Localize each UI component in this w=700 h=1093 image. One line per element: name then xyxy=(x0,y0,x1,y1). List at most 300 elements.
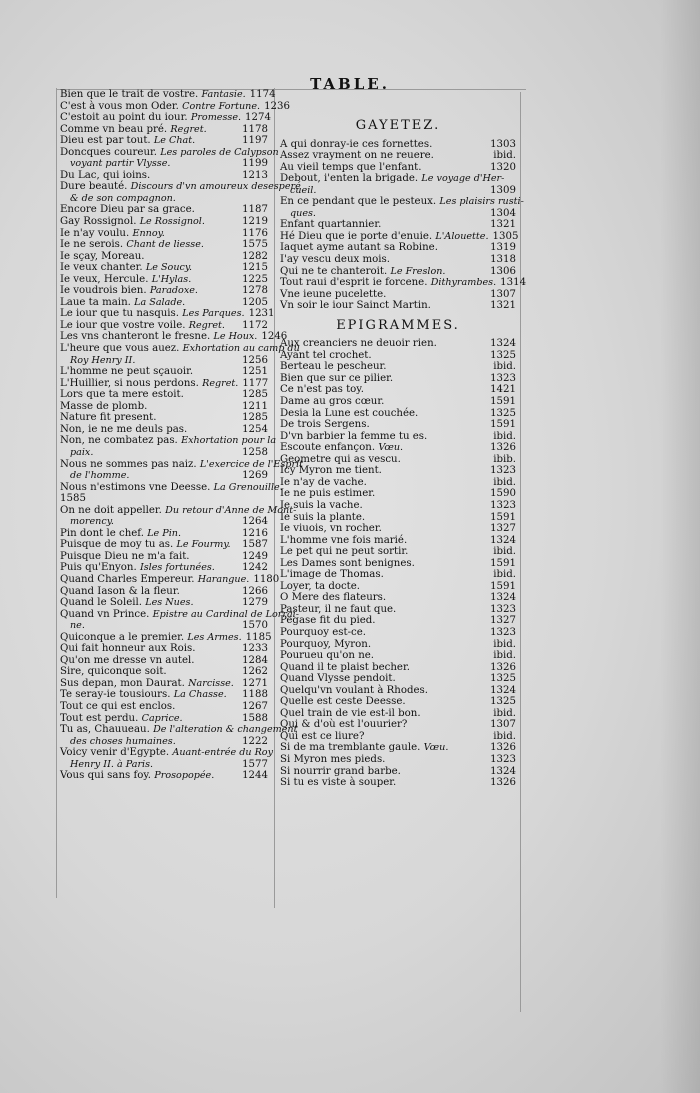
index-entry xyxy=(280,569,516,581)
index-entry xyxy=(280,581,516,593)
index-entry xyxy=(280,300,516,312)
entry-work-title: De l'alteration & changement xyxy=(153,724,298,736)
entry-work-title: Fantasie. xyxy=(201,89,246,100)
entry-work-title: Regret. xyxy=(170,123,207,135)
entry-incipit: Hé Dieu que ie porte d'enuie. xyxy=(280,230,433,242)
entry-incipit: Iaquet ayme autant sa Robine. xyxy=(280,242,438,254)
index-entry xyxy=(280,185,516,197)
index-entry xyxy=(280,350,516,362)
entry-work-title: L'Hylas. xyxy=(151,273,192,285)
entry-page-number: 1325 xyxy=(490,673,516,685)
entry-page-number: ibid. xyxy=(493,730,516,742)
entry-page-number: 1321 xyxy=(490,300,516,312)
entry-work-title: Auant-entrée du Roy xyxy=(172,747,274,759)
entry-incipit: C'estoit au point du iour. xyxy=(60,112,188,124)
entry-incipit: Qu'on me dresse vn autel. xyxy=(60,654,195,666)
entry-incipit: L'heure que vous auez. xyxy=(60,343,180,355)
gayetez-list xyxy=(280,138,527,312)
entry-page-number: 1256 xyxy=(242,354,268,366)
entry-page-number: 1326 xyxy=(490,742,516,754)
index-entry xyxy=(60,770,268,782)
entry-incipit: Quand le Soleil. xyxy=(60,597,142,609)
index-entry xyxy=(280,604,516,616)
index-entry xyxy=(280,512,516,524)
entry-page-number xyxy=(264,493,268,505)
entry-work-title: Ennoy. xyxy=(132,227,165,239)
entry-page-number: 1267 xyxy=(242,700,268,712)
index-entry xyxy=(280,535,516,547)
entry-work-title: ques. xyxy=(290,207,316,219)
entry-page-number: 1176 xyxy=(242,227,268,239)
entry-work-title: voyant partir Vlysse. xyxy=(70,158,171,170)
index-entry xyxy=(60,239,268,251)
entry-work-title: des choses humaines. xyxy=(70,735,176,747)
index-entry xyxy=(60,458,303,471)
entry-page-number: 1303 xyxy=(490,138,516,150)
index-entry xyxy=(60,297,268,309)
entry-page-number: 1233 xyxy=(242,643,268,655)
entry-incipit: A qui donray-ie ces fornettes. xyxy=(280,138,433,150)
entry-incipit: Te seray-ie tousiours. xyxy=(60,689,171,701)
entry-incipit: Quand Charles Empereur. xyxy=(60,573,195,585)
entry-work-title: La Chasse. xyxy=(173,689,227,701)
entry-page-number: 1591 xyxy=(490,511,516,523)
entry-page-number: 1309 xyxy=(490,184,516,196)
index-entry xyxy=(60,135,268,147)
entry-page-number: 1222 xyxy=(242,735,268,747)
entry-page-number: 1215 xyxy=(242,262,268,274)
entry-page-number: 1323 xyxy=(490,499,516,511)
entry-page-number: 1278 xyxy=(242,285,268,297)
entry-page-number: 1172 xyxy=(242,319,268,331)
index-entry xyxy=(60,724,298,736)
entry-incipit: Quel train de vie est-il bon. xyxy=(280,707,421,719)
index-entry xyxy=(60,89,276,101)
entry-page-number: 1324 xyxy=(490,592,516,604)
entry-incipit: Ie n'ay de vache. xyxy=(280,476,367,488)
entry-page-number: 1285 xyxy=(242,389,268,401)
entry-page-number: ibib. xyxy=(493,453,516,465)
index-entry xyxy=(60,343,300,355)
entry-incipit: Qui est ce liure? xyxy=(280,730,365,742)
entry-page-number: 1307 xyxy=(490,288,516,300)
entry-page-number: 1251 xyxy=(242,366,268,378)
entry-page-number: ibid. xyxy=(493,476,516,488)
index-entry xyxy=(280,373,516,385)
entry-page-number: 1174 xyxy=(249,89,276,100)
entry-incipit: D'vn barbier la femme tu es. xyxy=(280,430,428,442)
index-entry xyxy=(280,777,516,789)
entry-work-title: Roy Henry II. xyxy=(70,354,136,366)
entry-work-title: L'exercice de l'Esprit xyxy=(199,458,303,470)
entry-page-number: 1323 xyxy=(490,603,516,615)
entry-page-number: 1254 xyxy=(242,423,268,435)
entry-incipit: Pourueu qu'on ne. xyxy=(280,650,375,662)
index-entry xyxy=(60,285,268,297)
entry-page-number: 1326 xyxy=(490,661,516,673)
entry-page-number: 1177 xyxy=(242,377,269,389)
entry-incipit: Tout est perdu. xyxy=(60,712,139,724)
entry-work-title: Le Rossignol. xyxy=(139,216,205,228)
index-entry xyxy=(280,558,516,570)
index-entry xyxy=(280,639,516,651)
entry-page-number: ibid. xyxy=(493,569,516,581)
entry-work-title: Regret. xyxy=(202,377,239,389)
entry-incipit: Si de ma tremblante gaule. xyxy=(280,742,421,754)
page-title: TABLE. xyxy=(310,75,390,93)
index-entry xyxy=(60,562,268,574)
index-entry xyxy=(280,230,519,243)
index-entry xyxy=(60,228,268,240)
index-entry xyxy=(280,523,516,535)
index-entry xyxy=(280,627,516,639)
entry-incipit: Le iour que tu nasquis. xyxy=(60,308,180,320)
index-entry xyxy=(60,643,268,655)
entry-page-number: 1591 xyxy=(490,580,516,592)
index-entry xyxy=(60,331,288,343)
entry-incipit: Le iour que vostre voile. xyxy=(60,319,186,331)
index-entry xyxy=(60,586,268,598)
entry-work-title: Exhortation pour la xyxy=(181,435,277,447)
entry-incipit: Gay Rossignol. xyxy=(60,216,137,228)
entry-page-number: 1319 xyxy=(490,242,516,254)
entry-page-number: 1246 xyxy=(261,331,288,343)
entry-incipit: Pasteur, il ne faut que. xyxy=(280,603,397,615)
entry-page-number: 1231 xyxy=(248,308,275,320)
entry-incipit: Pin dont le chef. xyxy=(60,527,144,539)
entry-incipit: Pourquoy est-ce. xyxy=(280,626,366,638)
index-entry xyxy=(60,666,268,678)
index-entry xyxy=(60,146,279,159)
entry-page-number: 1321 xyxy=(490,219,516,231)
entry-page-number: 1185 xyxy=(245,631,272,643)
index-entry xyxy=(280,266,516,278)
entry-page-number: 1325 xyxy=(490,696,516,708)
index-entry xyxy=(280,592,516,604)
entry-page-number: 1327 xyxy=(490,523,516,535)
entry-page-number: 1326 xyxy=(490,442,516,454)
index-entry xyxy=(280,650,516,662)
entry-incipit: Puisque de moy tu as. xyxy=(60,539,174,551)
index-entry xyxy=(60,389,268,401)
index-entry xyxy=(280,208,516,220)
index-entry xyxy=(280,396,516,408)
index-entry xyxy=(280,277,527,289)
entry-work-title: La Salade. xyxy=(134,296,186,308)
entry-page-number: 1306 xyxy=(490,265,516,277)
column-divider-rule xyxy=(274,88,275,908)
entry-page-number xyxy=(273,747,277,759)
entry-work-title: Henry II. à Paris. xyxy=(70,758,154,770)
entry-incipit: L'homme vne fois marié. xyxy=(280,534,408,546)
entry-incipit: C'est à vous mon Oder. xyxy=(60,100,179,112)
index-entry xyxy=(60,447,268,459)
entry-work-title: Les Nues. xyxy=(145,597,194,609)
entry-page-number: 1323 xyxy=(490,753,516,765)
entry-work-title: Le Chat. xyxy=(153,135,196,147)
entry-incipit: 1585 xyxy=(60,493,86,505)
entry-incipit: Masse de plomb. xyxy=(60,400,148,412)
entry-incipit: Nous ne sommes pas naiz. xyxy=(60,458,197,470)
index-entry xyxy=(60,713,268,725)
entry-incipit: Si Myron mes pieds. xyxy=(280,753,386,765)
entry-incipit: Ie n'ay voulu. xyxy=(60,227,130,239)
entry-incipit: Quelqu'vn voulant à Rhodes. xyxy=(280,684,429,696)
entry-page-number: 1264 xyxy=(242,516,268,528)
entry-incipit: Loyer, ta docte. xyxy=(280,580,361,592)
entry-incipit: Doncques coureur. xyxy=(60,146,157,158)
entry-page-number: ibid. xyxy=(493,430,516,442)
entry-work-title: Dithyrambes. xyxy=(430,277,497,289)
index-entry xyxy=(60,504,297,517)
index-entry xyxy=(60,424,268,436)
entry-incipit: Aux creanciers ne deuoir rien. xyxy=(280,338,437,350)
index-entry xyxy=(280,442,516,454)
entry-incipit: Ayant tel crochet. xyxy=(280,349,372,361)
entry-page-number: 1570 xyxy=(242,620,268,632)
entry-incipit: Puis qu'Enyon. xyxy=(60,562,137,574)
index-entry xyxy=(60,701,268,713)
entry-page-number: 1577 xyxy=(242,758,268,770)
entry-incipit: Pourquoy, Myron. xyxy=(280,638,372,650)
entry-work-title: Le voyage d'Her- xyxy=(421,173,505,185)
entry-page-number: 1325 xyxy=(490,407,516,419)
entry-incipit: Le pet qui ne peut sortir. xyxy=(280,546,409,558)
entry-work-title: Isles fortunées. xyxy=(139,562,215,574)
index-entry xyxy=(60,204,268,216)
left-column-index xyxy=(60,89,303,782)
entry-incipit: Sire, quiconque soit. xyxy=(60,666,167,678)
entry-incipit: Quiconque a le premier. xyxy=(60,631,185,643)
index-entry xyxy=(60,759,268,771)
index-entry xyxy=(60,181,301,193)
index-entry xyxy=(60,366,268,378)
entry-work-title: de l'homme. xyxy=(70,470,130,482)
entry-incipit: Lors que ta mere estoit. xyxy=(60,389,184,401)
entry-work-title: Du retour d'Anne de Mont- xyxy=(165,504,297,516)
entry-incipit: Vne ieune pucelette. xyxy=(280,288,387,300)
entry-work-title: Les Parques. xyxy=(182,308,245,320)
entry-page-number: 1180 xyxy=(253,573,280,585)
entry-incipit: Vn soir le iour Sainct Martin. xyxy=(280,300,431,312)
entry-incipit: Ie ne puis estimer. xyxy=(280,488,376,500)
entry-page-number: 1575 xyxy=(242,239,268,251)
entry-page-number: ibid. xyxy=(493,638,516,650)
entry-incipit: Debout, i'enten la brigade. xyxy=(280,173,419,185)
entry-work-title: Chant de liesse. xyxy=(126,239,204,251)
right-column-index xyxy=(280,118,527,789)
entry-page-number: ibid. xyxy=(493,361,516,373)
gayetez-heading: GAYETEZ. xyxy=(355,118,441,133)
index-entry xyxy=(280,500,516,512)
entry-work-title: Le Pin. xyxy=(147,527,182,539)
index-entry xyxy=(60,678,268,690)
entry-page-number: ibid. xyxy=(493,546,516,558)
entry-page-number: 1199 xyxy=(242,158,268,170)
entry-page-number: 1591 xyxy=(490,557,516,569)
entry-page-number: 1326 xyxy=(490,777,516,789)
epigrammes-heading: EPIGRAMMES. xyxy=(336,317,460,333)
index-entry xyxy=(60,251,268,263)
index-entry xyxy=(60,539,268,551)
entry-incipit: L'image de Thomas. xyxy=(280,569,384,581)
index-entry xyxy=(60,112,271,124)
entry-page-number: 1284 xyxy=(242,654,268,666)
entry-page-number: 1262 xyxy=(242,666,268,678)
entry-incipit: Quand Vlysse pendoit. xyxy=(280,673,396,685)
entry-incipit: Vous qui sans foy. xyxy=(60,770,152,782)
entry-work-title: Paradoxe. xyxy=(149,285,198,297)
entry-work-title: Le Soucy. xyxy=(145,262,193,274)
index-entry xyxy=(280,696,516,708)
entry-page-number: 1269 xyxy=(242,470,268,482)
entry-page-number xyxy=(264,193,268,205)
entry-incipit: Geometre qui as vescu. xyxy=(280,453,401,465)
index-entry xyxy=(60,193,268,205)
index-entry xyxy=(60,631,272,644)
entry-incipit: En ce pendant que le pesteux. xyxy=(280,196,437,208)
entry-page-number: 1314 xyxy=(500,277,527,289)
entry-page-number: 1324 xyxy=(490,684,516,696)
index-entry xyxy=(60,516,268,528)
index-entry xyxy=(60,736,268,748)
entry-incipit: Quand il te plaist becher. xyxy=(280,661,410,673)
entry-incipit: Dure beauté. xyxy=(60,181,128,193)
index-entry xyxy=(60,355,268,367)
index-entry xyxy=(60,747,274,759)
index-entry xyxy=(60,551,268,563)
entry-incipit: Si tu es viste à souper. xyxy=(280,777,397,789)
entry-incipit: Tout raui d'esprit ie forcene. xyxy=(280,277,428,289)
entry-work-title: Discours d'vn amoureux desesperé xyxy=(130,181,301,193)
entry-work-title: & de son compagnon. xyxy=(70,192,176,204)
entry-incipit: Ie viuois, vn rocher. xyxy=(280,523,382,535)
entry-work-title: Les Armes. xyxy=(187,631,242,643)
entry-work-title: paix. xyxy=(70,446,94,458)
entry-page-number: ibid. xyxy=(493,650,516,662)
entry-page-number: 1258 xyxy=(242,446,268,458)
entry-incipit: On ne doit appeller. xyxy=(60,504,162,516)
index-entry xyxy=(280,673,516,685)
entry-work-title: Exhortation au camp du xyxy=(182,343,300,355)
entry-work-title: cueil. xyxy=(290,184,317,196)
index-entry xyxy=(60,689,268,701)
index-entry xyxy=(280,708,516,720)
entry-incipit: Dame au gros cœur. xyxy=(280,396,385,408)
index-entry xyxy=(280,419,516,431)
entry-incipit: Non, ie ne me deuls pas. xyxy=(60,423,188,435)
entry-incipit: Ie suis la vache. xyxy=(280,499,363,511)
index-entry xyxy=(280,477,516,489)
index-entry xyxy=(280,431,516,443)
entry-page-number: 1242 xyxy=(242,562,268,574)
entry-incipit: Pegase fit du pied. xyxy=(280,615,376,627)
index-entry xyxy=(280,662,516,674)
entry-page-number: 1211 xyxy=(242,400,268,412)
entry-incipit: Ie suis la plante. xyxy=(280,511,366,523)
index-entry xyxy=(60,573,280,586)
index-entry xyxy=(280,361,516,373)
entry-incipit: Qui & d'où est l'ouurier? xyxy=(280,719,408,731)
entry-page-number: 1324 xyxy=(490,534,516,546)
entry-work-title: Epistre au Cardinal de Lorrai- xyxy=(152,608,299,620)
entry-incipit: Sus depan, mon Daurat. xyxy=(60,677,185,689)
entry-incipit: Tu as, Chauueau. xyxy=(60,724,150,736)
entry-page-number: 1266 xyxy=(242,585,268,597)
entry-page-number: 1323 xyxy=(490,626,516,638)
entry-page-number: 1590 xyxy=(490,488,516,500)
entry-incipit: Icy Myron me tient. xyxy=(280,465,382,477)
entry-incipit: Escoute enfançon. xyxy=(280,442,376,454)
index-entry xyxy=(280,173,516,185)
index-entry xyxy=(280,408,516,420)
entry-incipit: Ie ne serois. xyxy=(60,239,124,251)
entry-page-number: 1197 xyxy=(242,135,268,147)
index-entry xyxy=(280,488,516,500)
entry-page-number: 1307 xyxy=(490,719,516,731)
entry-incipit: Tout ce qui est enclos. xyxy=(60,700,176,712)
index-entry xyxy=(60,378,268,390)
entry-work-title: Le Fourmy. xyxy=(176,539,231,551)
entry-page-number: 1188 xyxy=(242,689,268,701)
entry-page-number: 1205 xyxy=(242,296,268,308)
entry-incipit: Comme vn beau pré. xyxy=(60,123,168,135)
entry-page-number: 1285 xyxy=(242,412,268,424)
entry-work-title: ne. xyxy=(70,620,85,632)
entry-work-title: Vœu. xyxy=(423,742,449,754)
entry-incipit: Qui ne te chanteroit. xyxy=(280,265,388,277)
index-entry xyxy=(280,196,524,208)
entry-incipit: Du Lac, qui ioins. xyxy=(60,169,151,181)
index-entry xyxy=(280,719,516,731)
entry-page-number: 1320 xyxy=(490,161,516,173)
index-entry xyxy=(280,384,516,396)
entry-incipit: Quelle est ceste Deesse. xyxy=(280,696,406,708)
entry-page-number: 1323 xyxy=(490,465,516,477)
entry-incipit: Laue ta main. xyxy=(60,296,131,308)
index-entry xyxy=(60,597,268,609)
entry-incipit: Bien que sur ce pilier. xyxy=(280,372,394,384)
index-entry xyxy=(280,685,516,697)
entry-work-title: Les paroles de Calypson xyxy=(160,146,279,158)
entry-work-title: L'Alouette. xyxy=(435,230,489,242)
entry-page-number: 1219 xyxy=(242,216,268,228)
entry-incipit: L'Huillier, si nous perdons. xyxy=(60,377,199,389)
index-entry xyxy=(60,435,277,447)
entry-work-title: Contre Fortune. xyxy=(182,100,261,112)
entry-incipit: I'ay vescu deux mois. xyxy=(280,254,391,266)
entry-incipit: O Mere des flateurs. xyxy=(280,592,387,604)
entry-page-number xyxy=(512,173,516,185)
entry-page-number: 1271 xyxy=(242,677,268,689)
index-entry xyxy=(280,139,516,151)
entry-incipit: Non, ne combatez pas. xyxy=(60,435,178,447)
entry-incipit: Les Dames sont benignes. xyxy=(280,557,415,569)
entry-incipit: Nous n'estimons vne Deesse. xyxy=(60,481,211,493)
entry-page-number: 1587 xyxy=(242,539,268,551)
entry-incipit: Puisque Dieu ne m'a fait. xyxy=(60,550,190,562)
entry-incipit: Assez vrayment on ne reuere. xyxy=(280,150,434,162)
index-entry xyxy=(60,470,268,482)
index-entry xyxy=(60,608,299,621)
index-entry xyxy=(60,308,275,320)
entry-work-title: Le Houx. xyxy=(213,331,258,343)
index-entry xyxy=(280,754,516,766)
index-entry xyxy=(60,124,268,136)
entry-page-number: 1323 xyxy=(490,372,516,384)
entry-incipit: Au vieil temps que l'enfant. xyxy=(280,161,422,173)
entry-work-title: morency. xyxy=(70,516,114,528)
